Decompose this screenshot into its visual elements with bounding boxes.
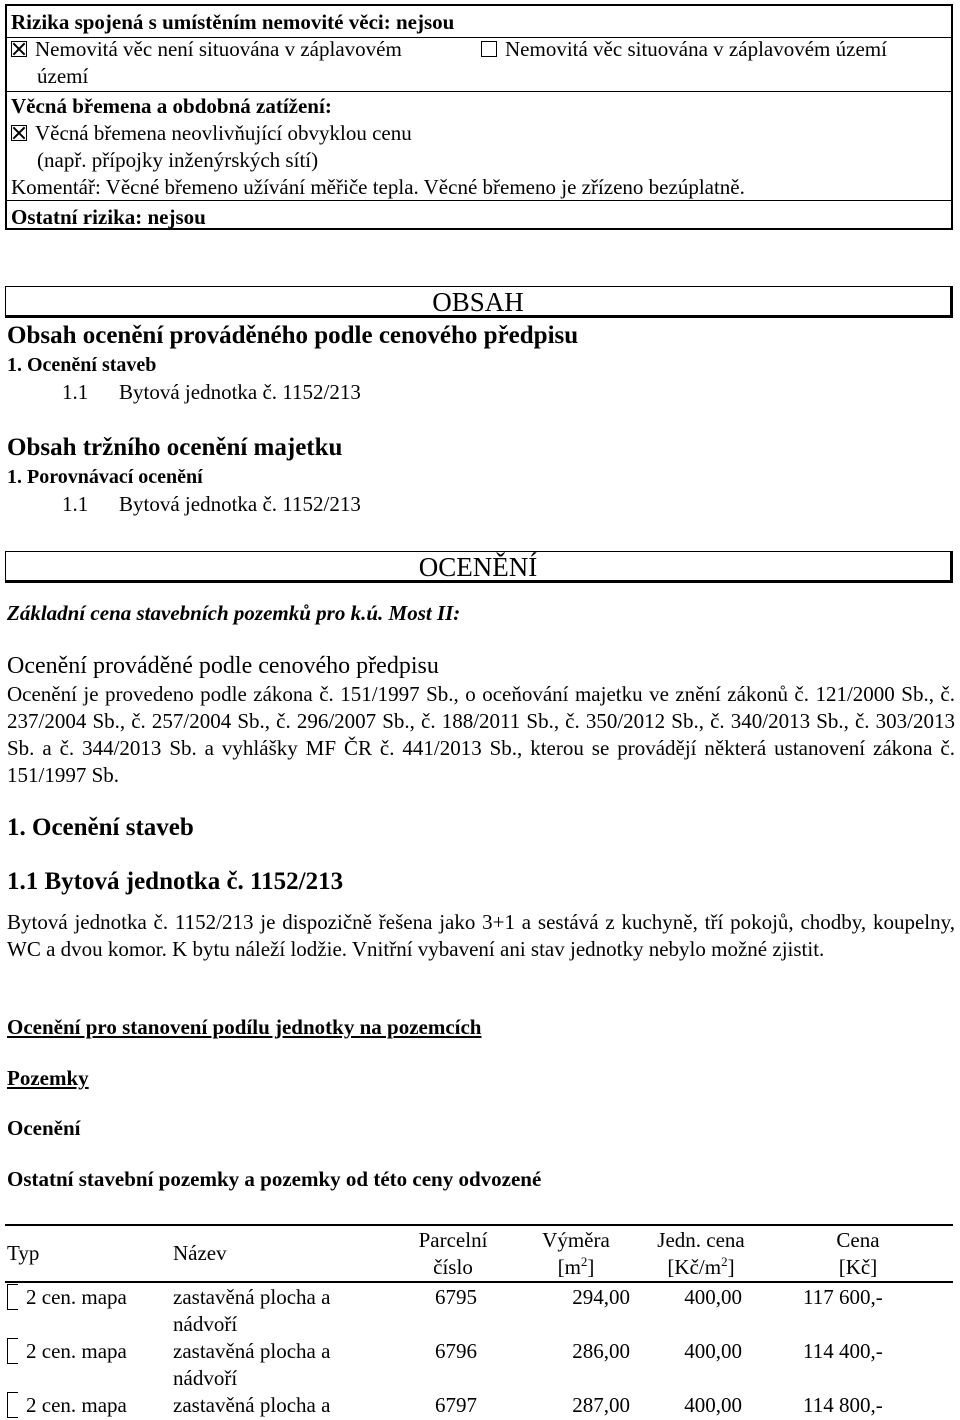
cell-cena: 114 400,- — [803, 1339, 883, 1363]
section-1-1-heading: 1.1 Bytová jednotka č. 1152/213 — [7, 868, 344, 895]
cell-jedn: 400,00 — [684, 1393, 742, 1417]
bracket-icon — [7, 1284, 18, 1310]
obsah-subitem-1-text: Bytová jednotka č. 1152/213 — [119, 380, 361, 404]
flood-no-label: Nemovitá věc není situována v záplavovém — [35, 37, 402, 61]
easement-label-cont: (např. přípojky inženýrských sítí) — [37, 148, 319, 172]
cell-vymera: 294,00 — [572, 1285, 630, 1309]
obsah-item-2: 1. Porovnávací ocenění — [7, 466, 203, 488]
checkbox-checked-icon — [11, 41, 27, 57]
col-vymera-2: $[m^2]$ — [557, 1254, 595, 1279]
obsah-heading-1: Obsah ocenění prováděného podle cenového předpisu — [7, 322, 579, 349]
cell-nazev: zastavěná plocha a — [173, 1285, 331, 1309]
cell-cena: 117 600,- — [803, 1285, 883, 1309]
divider — [7, 200, 951, 201]
cell-vymera: 286,00 — [572, 1339, 630, 1363]
obsah-subitem-1-num: 1.1 — [62, 380, 89, 404]
cell-typ: 2 cen. mapa — [7, 1284, 127, 1311]
section-1-heading: 1. Ocenění staveb — [7, 814, 194, 841]
unit-description: Bytová jednotka č. 1152/213 je dispozičně řešena jako 3+1 a sestává z kuchyně, tří pokojů, chodby, koupelny, WC a dvou komor. K bytu náleží lodžie. Vnitřní vybavení ani stav jednotky nebylo možné zjistit. — [7, 910, 955, 961]
flood-yes-label: Nemovitá věc situována v záplavovém území — [505, 37, 887, 61]
easement-option — [11, 120, 412, 147]
cell-typ: 2 cen. mapa — [7, 1392, 127, 1419]
checkbox-checked-icon — [11, 125, 27, 141]
base-price-line: Základní cena stavebních pozemků pro k.ú. Most II: — [7, 601, 461, 625]
risk-box — [5, 4, 953, 230]
table-row — [0, 1283, 960, 1337]
other-risks: Ostatní rizika: nejsou — [11, 205, 206, 229]
cell-nazev-cont: nádvoří — [173, 1366, 238, 1390]
oceneni-label: Ocenění — [7, 1116, 81, 1140]
cell-nazev: zastavěná plocha a — [173, 1393, 331, 1417]
obsah-heading-2: Obsah tržního ocenění majetku — [7, 434, 343, 461]
cell-parcel: 6797 — [435, 1393, 477, 1417]
col-parcel-2: číslo — [433, 1255, 473, 1279]
cell-parcel: 6796 — [435, 1339, 477, 1363]
cell-jedn: 400,00 — [684, 1285, 742, 1309]
col-jedn-2: $[Kč/m^2]$ — [667, 1254, 735, 1279]
cell-nazev: zastavěná plocha a — [173, 1339, 331, 1363]
cell-jedn: 400,00 — [684, 1339, 742, 1363]
oceneni-heading: Ocenění prováděné podle cenového předpisu — [7, 653, 439, 679]
law-paragraph: Ocenění je provedeno podle zákona č. 151/1997 Sb., o oceňování majetku ve znění zákonů č. 121/2000 Sb., č. 237/2004 Sb., č. 257/2004 Sb., č. 296/2007 Sb., č. 188/2011 Sb., č. 350/2012 Sb., č. 340/2013 Sb., č. 303/2013 Sb. a č. 344/2013 Sb. a vyhlášky MF ČR č. 441/2013 Sb., kterou se provádějí některá ustanovení zákona č. 151/1997 Sb. — [7, 682, 955, 787]
obsah-bar: OBSAH — [5, 286, 953, 318]
bracket-icon — [7, 1392, 18, 1418]
obsah-subitem-2-num: 1.1 — [62, 492, 89, 516]
col-cena-2: [Kč] — [838, 1255, 878, 1279]
cell-nazev-cont: nádvoří — [173, 1312, 238, 1336]
share-heading: Ocenění pro stanovení podílu jednotky na pozemcích — [7, 1015, 482, 1039]
oceneni-bar: OCENĚNÍ — [5, 551, 953, 583]
cell-vymera: 287,00 — [572, 1393, 630, 1417]
obsah-subitem-2-text: Bytová jednotka č. 1152/213 — [119, 492, 361, 516]
col-nazev: Název — [173, 1241, 227, 1265]
col-jedn-1: Jedn. cena — [657, 1228, 745, 1252]
table-row — [0, 1337, 960, 1391]
bracket-icon — [7, 1338, 18, 1364]
col-vymera-1: Výměra — [542, 1228, 610, 1252]
table-row — [0, 1391, 960, 1420]
easement-comment: Komentář: Věcné břemeno užívání měřiče tepla. Věcné břemeno je zřízeno bezúplatně. — [11, 175, 745, 199]
cell-cena: 114 800,- — [803, 1393, 883, 1417]
flood-no-label-cont: území — [37, 64, 89, 88]
col-typ: Typ — [7, 1241, 40, 1265]
pozemky-heading: Pozemky — [7, 1066, 89, 1090]
flood-yes-option — [481, 36, 887, 63]
col-parcel-1: Parcelní — [418, 1228, 488, 1252]
easement-title: Věcná břemena a obdobná zatížení: — [11, 94, 332, 118]
location-risk-title: Rizika spojená s umístěním nemovité věci: nejsou — [11, 10, 455, 34]
easement-label: Věcná břemena neovlivňující obvyklou cenu — [35, 121, 412, 145]
divider — [7, 91, 951, 92]
cell-parcel: 6795 — [435, 1285, 477, 1309]
cell-typ: 2 cen. mapa — [7, 1338, 127, 1365]
table-header — [0, 1226, 960, 1286]
col-cena-1: Cena — [836, 1228, 880, 1252]
obsah-item-1: 1. Ocenění staveb — [7, 354, 157, 376]
flood-no-option — [11, 36, 402, 63]
other-plots-heading: Ostatní stavební pozemky a pozemky od této ceny odvozené — [7, 1167, 542, 1191]
checkbox-empty-icon — [481, 41, 497, 57]
